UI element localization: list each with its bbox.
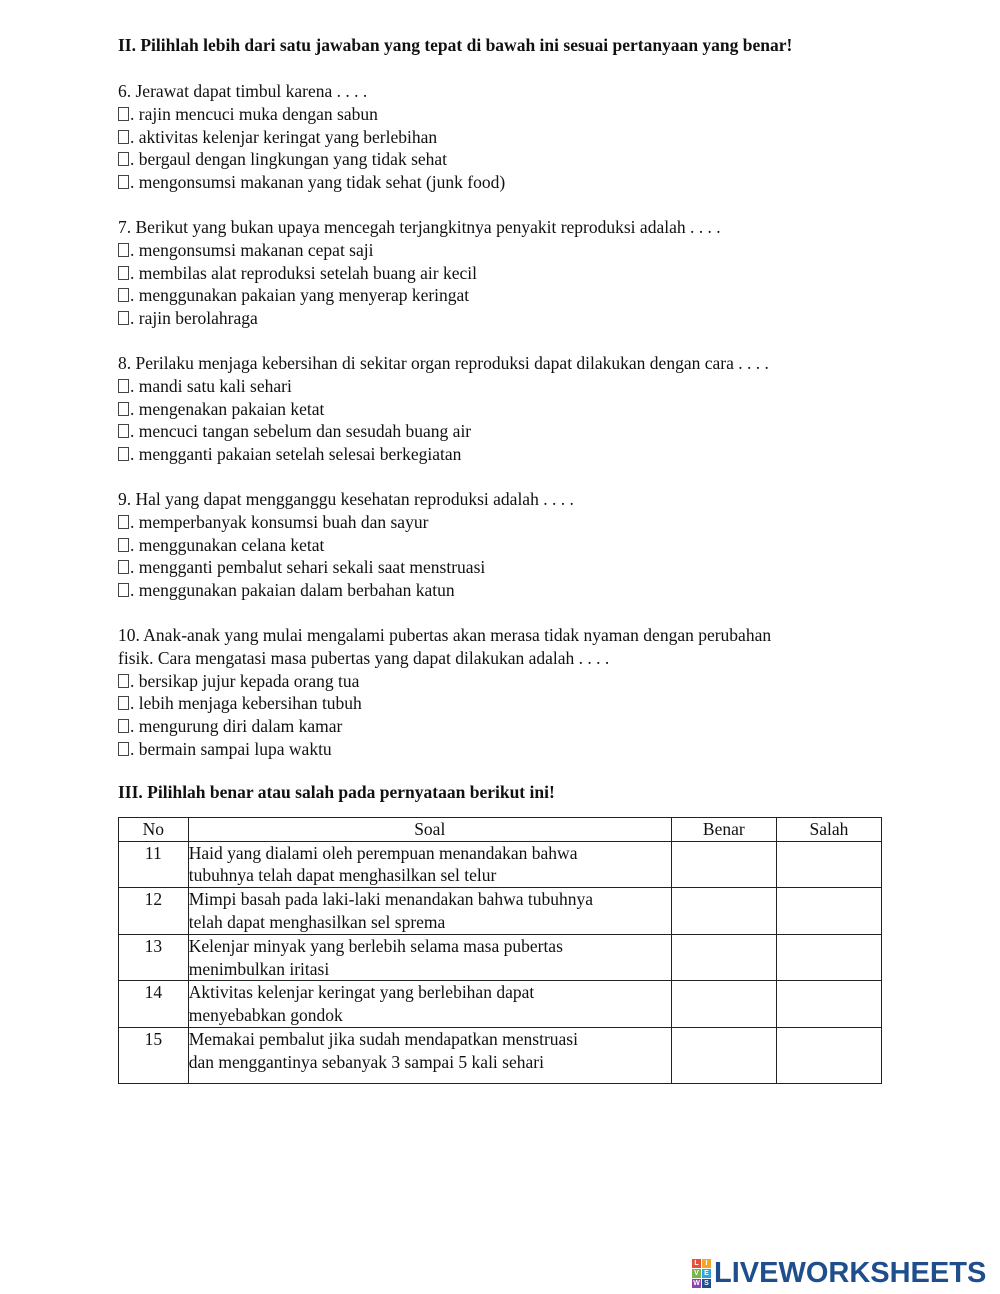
row-statement: [188, 934, 671, 981]
table-row: [119, 1027, 882, 1083]
logo-letter-l: L: [692, 1259, 701, 1268]
benar-cell[interactable]: [671, 841, 776, 888]
option-label: . bersikap jujur kepada orang tua: [130, 670, 360, 691]
option-row: [118, 692, 888, 715]
option-label: . rajin berolahraga: [130, 308, 258, 329]
option-row: [118, 307, 888, 330]
checkbox-icon[interactable]: [118, 696, 129, 710]
logo-letter-s: S: [702, 1279, 711, 1288]
checkbox-icon[interactable]: [118, 560, 129, 574]
question-text: 8. Perilaku menjaga kebersihan di sekitar organ reproduksi dapat dilakukan dengan cara . . . .: [118, 352, 769, 373]
option-label: . mengganti pakaian setelah selesai berkegiatan: [130, 444, 462, 465]
row-number: 14: [119, 981, 189, 1028]
true-false-table: [118, 817, 882, 1084]
option-row: [118, 420, 888, 443]
checkbox-icon[interactable]: [118, 266, 129, 280]
checkbox-icon[interactable]: [118, 379, 129, 393]
option-label: . membilas alat reproduksi setelah buang air kecil: [130, 262, 477, 283]
checkbox-icon[interactable]: [118, 152, 129, 166]
checkbox-icon[interactable]: [118, 742, 129, 756]
section-2-title: II. Pilihlah lebih dari satu jawaban yang tepat di bawah ini sesuai pertanyaan yang benar!: [118, 35, 793, 55]
logo-letter-i: I: [702, 1259, 711, 1268]
row-number: 15: [119, 1027, 189, 1083]
option-row: [118, 239, 888, 262]
logo-letter-w: W: [693, 1280, 700, 1287]
benar-cell[interactable]: [671, 981, 776, 1028]
salah-cell[interactable]: [776, 1027, 881, 1083]
salah-cell[interactable]: [776, 888, 881, 935]
table-row: [119, 934, 882, 981]
option-row: [118, 715, 888, 738]
benar-cell[interactable]: [671, 1027, 776, 1083]
option-row: [118, 443, 888, 466]
salah-cell[interactable]: [776, 934, 881, 981]
checkbox-icon[interactable]: [118, 402, 129, 416]
row-statement: [188, 1027, 671, 1083]
question-9: [118, 488, 888, 602]
checkbox-icon[interactable]: [118, 311, 129, 325]
option-row: [118, 284, 888, 307]
statement-line-2: menimbulkan iritasi: [188, 958, 330, 979]
row-statement: [188, 841, 671, 888]
option-label: . bermain sampai lupa waktu: [130, 738, 332, 759]
checkbox-icon[interactable]: [118, 719, 129, 733]
option-row: [118, 398, 888, 421]
option-label: . memperbanyak konsumsi buah dan sayur: [130, 511, 429, 532]
section-3-title: III. Pilihlah benar atau salah pada pernyataan berikut ini!: [118, 781, 555, 802]
statement-line-2: menyebabkan gondok: [188, 1005, 343, 1026]
header-soal: Soal: [188, 817, 671, 841]
logo-letter-e: E: [702, 1269, 711, 1278]
statement-line-1: Aktivitas kelenjar keringat yang berlebihan dapat: [188, 982, 535, 1003]
table-row: [119, 841, 882, 888]
option-label: . mengurung diri dalam kamar: [130, 716, 343, 737]
benar-cell[interactable]: [671, 888, 776, 935]
checkbox-icon[interactable]: [118, 447, 129, 461]
salah-cell[interactable]: [776, 841, 881, 888]
option-label: . mencuci tangan sebelum dan sesudah buang air: [130, 421, 472, 442]
question-7: [118, 216, 888, 330]
question-text: 9. Hal yang dapat mengganggu kesehatan reproduksi adalah . . . .: [118, 488, 574, 509]
question-text-line-2: fisik. Cara mengatasi masa pubertas yang dapat dilakukan adalah . . . .: [118, 647, 610, 668]
checkbox-icon[interactable]: [118, 538, 129, 552]
statement-line-2: dan menggantinya sebanyak 3 sampai 5 kali sehari: [188, 1051, 544, 1072]
option-row: [118, 126, 888, 149]
header-salah: Salah: [776, 817, 881, 841]
option-label: . menggunakan celana ketat: [130, 534, 325, 555]
question-10: [118, 624, 888, 761]
checkbox-icon[interactable]: [118, 107, 129, 121]
statement-line-1: Memakai pembalut jika sudah mendapatkan menstruasi: [188, 1028, 578, 1049]
salah-cell[interactable]: [776, 981, 881, 1028]
option-row: [118, 171, 888, 194]
header-no: No: [119, 817, 189, 841]
option-row: [118, 534, 888, 557]
option-label: . rajin mencuci muka dengan sabun: [130, 103, 378, 124]
row-number: 11: [119, 841, 189, 888]
option-row: [118, 375, 888, 398]
option-label: . mengonsumsi makanan cepat saji: [130, 239, 374, 260]
option-row: [118, 670, 888, 693]
statement-line-2: telah dapat menghasilkan sel sprema: [188, 911, 446, 932]
option-label: . mandi satu kali sehari: [130, 375, 292, 396]
logo-letter-v: V: [692, 1269, 701, 1278]
option-row: [118, 511, 888, 534]
question-text: 7. Berikut yang bukan upaya mencegah terjangkitnya penyakit reproduksi adalah . . . .: [118, 216, 721, 237]
option-label: . bergaul dengan lingkungan yang tidak sehat: [130, 149, 448, 170]
option-row: [118, 579, 888, 602]
checkbox-icon[interactable]: [118, 130, 129, 144]
worksheet-page: [118, 34, 888, 1084]
question-text: 6. Jerawat dapat timbul karena . . . .: [118, 81, 368, 101]
statement-line-1: Kelenjar minyak yang berlebih selama masa pubertas: [188, 935, 563, 956]
row-statement: [188, 888, 671, 935]
table-row: [119, 888, 882, 935]
statement-line-1: Haid yang dialami oleh perempuan menandakan bahwa: [188, 842, 578, 863]
table-header-row: [119, 817, 882, 841]
row-number: 12: [119, 888, 189, 935]
option-label: . menggunakan pakaian dalam berbahan katun: [130, 580, 455, 601]
option-row: [118, 262, 888, 285]
option-label: . mengonsumsi makanan yang tidak sehat (junk food): [130, 172, 506, 193]
checkbox-icon[interactable]: [118, 175, 129, 189]
option-row: [118, 148, 888, 171]
option-label: . menggunakan pakaian yang menyerap keringat: [130, 285, 470, 306]
statement-line-1: Mimpi basah pada laki-laki menandakan bahwa tubuhnya: [188, 889, 594, 910]
logo-mark-icon: [692, 1259, 711, 1288]
option-label: . lebih menjaga kebersihan tubuh: [130, 693, 362, 714]
question-text-line-1: 10. Anak-anak yang mulai mengalami pubertas akan merasa tidak nyaman dengan perubahan: [118, 624, 772, 645]
row-number: 13: [119, 934, 189, 981]
header-benar: Benar: [671, 817, 776, 841]
row-statement: [188, 981, 671, 1028]
option-row: [118, 556, 888, 579]
benar-cell[interactable]: [671, 934, 776, 981]
checkbox-icon[interactable]: [118, 515, 129, 529]
option-label: . mengganti pembalut sehari sekali saat menstruasi: [130, 557, 486, 578]
checkbox-icon[interactable]: [118, 424, 129, 438]
logo-text: LIVEWORKSHEETS: [714, 1257, 987, 1289]
option-label: . mengenakan pakaian ketat: [130, 398, 325, 419]
checkbox-icon[interactable]: [118, 243, 129, 257]
checkbox-icon[interactable]: [118, 288, 129, 302]
statement-line-2: tubuhnya telah dapat menghasilkan sel telur: [188, 865, 497, 886]
checkbox-icon[interactable]: [118, 674, 129, 688]
option-row: [118, 103, 888, 126]
option-label: . aktivitas kelenjar keringat yang berlebihan: [130, 126, 438, 147]
checkbox-icon[interactable]: [118, 583, 129, 597]
option-row: [118, 738, 888, 761]
table-row: [119, 981, 882, 1028]
liveworksheets-logo: [692, 1257, 986, 1290]
question-8: [118, 352, 888, 466]
question-6: [118, 80, 888, 194]
